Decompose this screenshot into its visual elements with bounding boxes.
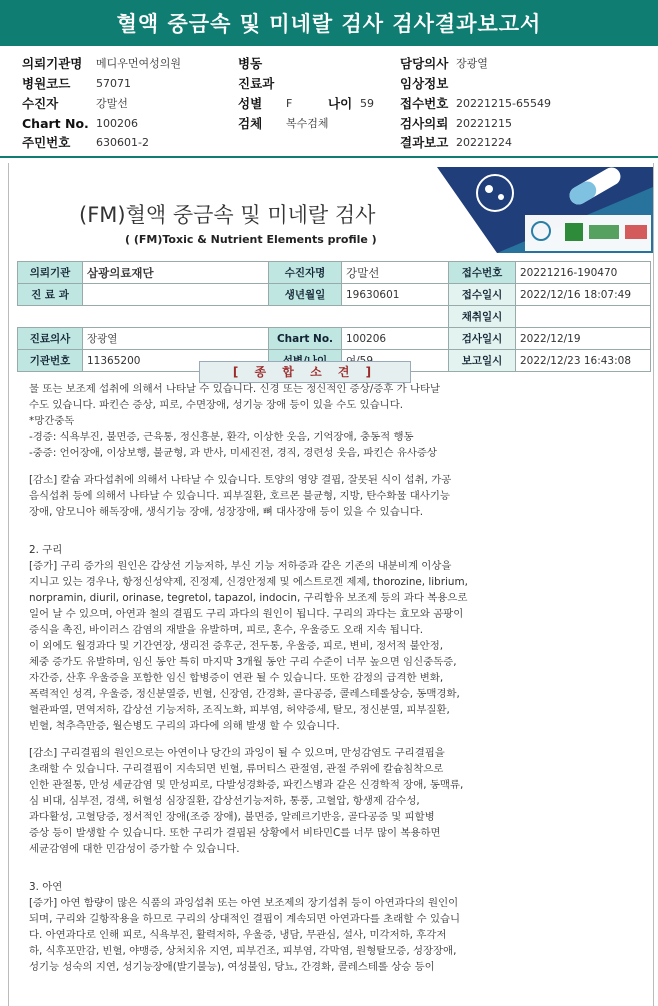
summary-line: 일어 날 수 있으며, 아연과 철의 결핍도 구리 과다의 원인이 됩니다. 구리의 과다는 효모와 곰팡이 [29,608,464,620]
info-value: 강말선 [342,262,449,284]
info-value: 2022/12/16 18:07:49 [516,284,651,306]
meta-label: 병동 [238,56,263,71]
info-label: 보고일시 [449,350,516,372]
info-label: 접수일시 [449,284,516,306]
summary-line: 2. 구리 [29,544,63,556]
meta-value: 20221215 [456,117,512,130]
summary-line: [감소] 구리결핍의 원인으로는 아연이나 당간의 과잉이 될 수 있으며, 만성감염도 구리결핍을 [29,747,445,759]
info-value: 삼광의료재단 [83,262,269,284]
meta-label: 의뢰기관명 [22,56,83,71]
meta-label: 담당의사 [400,56,449,71]
patient-info-table [17,261,651,372]
meta-value: 강말선 [96,97,128,110]
meta-value: F [286,97,293,110]
info-value: 장광열 [83,328,269,350]
summary-line: 3. 아연 [29,881,63,893]
summary-line [29,461,639,472]
summary-line: norpramin, diuril, orinase, tegretol, tapazol, indocin, 구리함유 보조제 등의 과다 복용으로 [29,592,468,604]
summary-line: [증가] 아연 함량이 많은 식품의 과잉섭취 또는 아연 보조제의 장기섭취 등이 아연과다의 원인이 [29,897,459,909]
meta-label: 병원코드 [22,76,71,91]
meta-label: 결과보고 [400,135,449,150]
info-label: Chart No. [269,328,342,350]
info-label: 수진자명 [269,262,342,284]
info-value: 2022/12/19 [516,328,651,350]
meta-label: 나이 [328,96,353,111]
embedded-lab-report [8,163,654,1006]
meta-label: 수진자 [22,96,59,111]
meta-value: 20221224 [456,136,512,149]
summary-line [29,857,639,868]
summary-line: 자간증, 산후 우울증을 포함한 임신 합병증이 연관 될 수 있습니다. 또한 감정의 급격한 변화, [29,672,444,684]
info-value: 11365200 [83,350,269,372]
info-value [516,306,651,328]
info-label: 검사일시 [449,328,516,350]
meta-value: 57071 [96,77,131,90]
summary-line: 폭력적인 성격, 우울증, 정신분열증, 빈혈, 신장염, 간경화, 골다공증, 콜레스테롤상승, 동맥경화, [29,688,460,700]
report-subtitle: ( (FM)Toxic & Nutrient Elements profile ) [125,233,377,246]
info-label: 채취일시 [449,306,516,328]
info-value: 20221216-190470 [516,262,651,284]
summary-line: 증식을 촉진, 바이러스 감염의 재발을 유발하며, 피로, 혼수, 우울증도 오래 지속 됩니다. [29,624,424,636]
info-label: 생년월일 [269,284,342,306]
summary-line: 심 비대, 심부전, 경색, 허혈성 심장질환, 갑상선기능저하, 통풍, 고혈압, 항생제 감수성, [29,795,420,807]
report-header-title: 혈액 중금속 및 미네랄 검사 검사결과보고서 [0,0,658,46]
summary-line: 세균감염에 대한 민감성이 증가할 수 있습니다. [29,843,240,855]
info-label: 접수번호 [449,262,516,284]
meta-value: 630601-2 [96,136,149,149]
header-divider [0,156,658,158]
meta-label: 임상정보 [400,76,449,91]
meta-label: 성별 [238,96,263,111]
meta-value: 59 [360,97,374,110]
summary-line: *망간중독 [29,415,75,427]
summary-line: 인한 관절통, 만성 세균감염 및 만성피로, 다발성경화증, 파킨스병과 같은 신경학적 장애, 동맥류, [29,779,464,791]
summary-line: 빈혈, 척추측만증, 월슨병도 구리의 과다에 의해 발생 할 수 있습니다. [29,720,340,732]
meta-label: 검사의뢰 [400,116,449,131]
meta-label: 주민번호 [22,135,71,150]
info-label: 기관번호 [18,350,83,372]
info-value [83,284,269,306]
summary-line: 체중 증가도 유발하며, 임신 동안 특히 마지막 3개월 동안 구리 수준이 너무 높으면 임신중독증, [29,656,457,668]
summary-text [29,381,639,975]
info-label: 진료의사 [18,328,83,350]
summary-line: 수도 있습니다. 파킨슨 증상, 피로, 수면장애, 성기능 장애 등이 있을 수도 있습니다. [29,399,404,411]
summary-line: 되며, 구리와 길항작용을 하므로 구리의 상대적인 결핍이 계속되면 아연과다를 초래할 수 있습니 [29,913,461,925]
meta-value: 20221215-65549 [456,97,551,110]
summary-line: 음식섭취 등에 의해서 나타날 수 있습니다. 피부질환, 호르몬 불균형, 지방, 탄수화물 대사기능 [29,490,450,502]
summary-line: [감소] 칼슘 과다섭취에 의해서 나타날 수 있습니다. 토양의 영양 결핍, 잘못된 식이 섭취, 가공 [29,474,452,486]
info-value: 100206 [342,328,449,350]
meta-value: 메디우먼여성의원 [96,57,182,70]
meta-value: 복수검체 [286,117,329,130]
summary-line: 지니고 있는 경우나, 항정신성약제, 진정제, 신경안정제 및 에스트로겐 제제, thorozine, librium, [29,576,468,588]
summary-line: [증가] 구리 증가의 원인은 갑상선 기능저하, 부신 기능 저하증과 같은 기존의 내분비계 이상을 [29,560,452,572]
info-label: 의뢰기관 [18,262,83,284]
summary-line [29,531,639,542]
summary-line [29,868,639,879]
meta-label: 검체 [238,116,263,131]
meta-value: 100206 [96,117,138,130]
summary-line [29,734,639,745]
meta-value: 장광열 [456,57,488,70]
summary-line: 장애, 암모니아 해독장애, 생식기능 장애, 성장장애, 뼈 대사장애 등이 있을 수 있습니다. [29,506,424,518]
summary-line: 성기능 성숙의 지연, 성기능장애(발기불능), 여성불임, 당뇨, 간경화, 콜레스테롤 상승 등이 [29,961,435,973]
info-label: 진 료 과 [18,284,83,306]
request-metadata [0,48,658,153]
summary-line: -중증: 언어장애, 이상보행, 불균형, 과 반사, 미세진전, 경직, 경련성 웃음, 파킨슨 유사증상 [29,447,437,459]
summary-line: 다. 아연과다로 인해 피로, 식욕부진, 활력저하, 우울증, 냉담, 무관심, 설사, 미각저하, 후각저 [29,929,447,941]
summary-line: 과다활성, 고혈당증, 정서적인 장애(조증 장애), 불면증, 알레르기반응, 골다공증 및 피할병 [29,811,435,823]
summary-section-title: [ 종 합 소 견 ] [199,361,411,383]
summary-line: 이 외에도 월경과다 및 기간연장, 생리전 증후군, 전두통, 우울증, 피로, 변비, 정서적 불안정, [29,640,444,652]
meta-label: 진료과 [238,76,275,91]
info-value: 19630601 [342,284,449,306]
report-title: (FM)혈액 중금속 및 미네랄 검사 [79,203,376,227]
lab-banner-graphic [437,167,653,253]
summary-line: 하, 식후포만감, 빈혈, 야맹증, 상처치유 지연, 피부건조, 피부염, 각막염, 원형탈모증, 성장장애, [29,945,457,957]
summary-line: 증상 등이 발생할 수 있습니다. 또한 구리가 결핍된 상황에서 비타민C를 너무 많이 복용하면 [29,827,441,839]
summary-line: -경증: 식욕부진, 불면증, 근육통, 정신흥분, 환각, 이상한 웃음, 기억장애, 충동적 행동 [29,431,414,443]
summary-line: 초래할 수 있습니다. 구리결핍이 지속되면 빈혈, 류머티스 관절염, 관절 주위에 칼슘침착으로 [29,763,444,775]
summary-line: 물 또는 보조제 섭취에 의해서 나타날 수 있습니다. 신경 또는 정신적인 증상/증후 가 나타날 [29,383,441,395]
report-banner [9,163,653,259]
meta-label: 접수번호 [400,96,449,111]
summary-line: 혈관파열, 면역저하, 갑상선 기능저하, 조직노화, 피부염, 허약증세, 탈모, 정신분열, 피부질환, [29,704,450,716]
info-value: 2022/12/23 16:43:08 [516,350,651,372]
meta-label: Chart No. [22,116,89,131]
summary-line [29,520,639,531]
